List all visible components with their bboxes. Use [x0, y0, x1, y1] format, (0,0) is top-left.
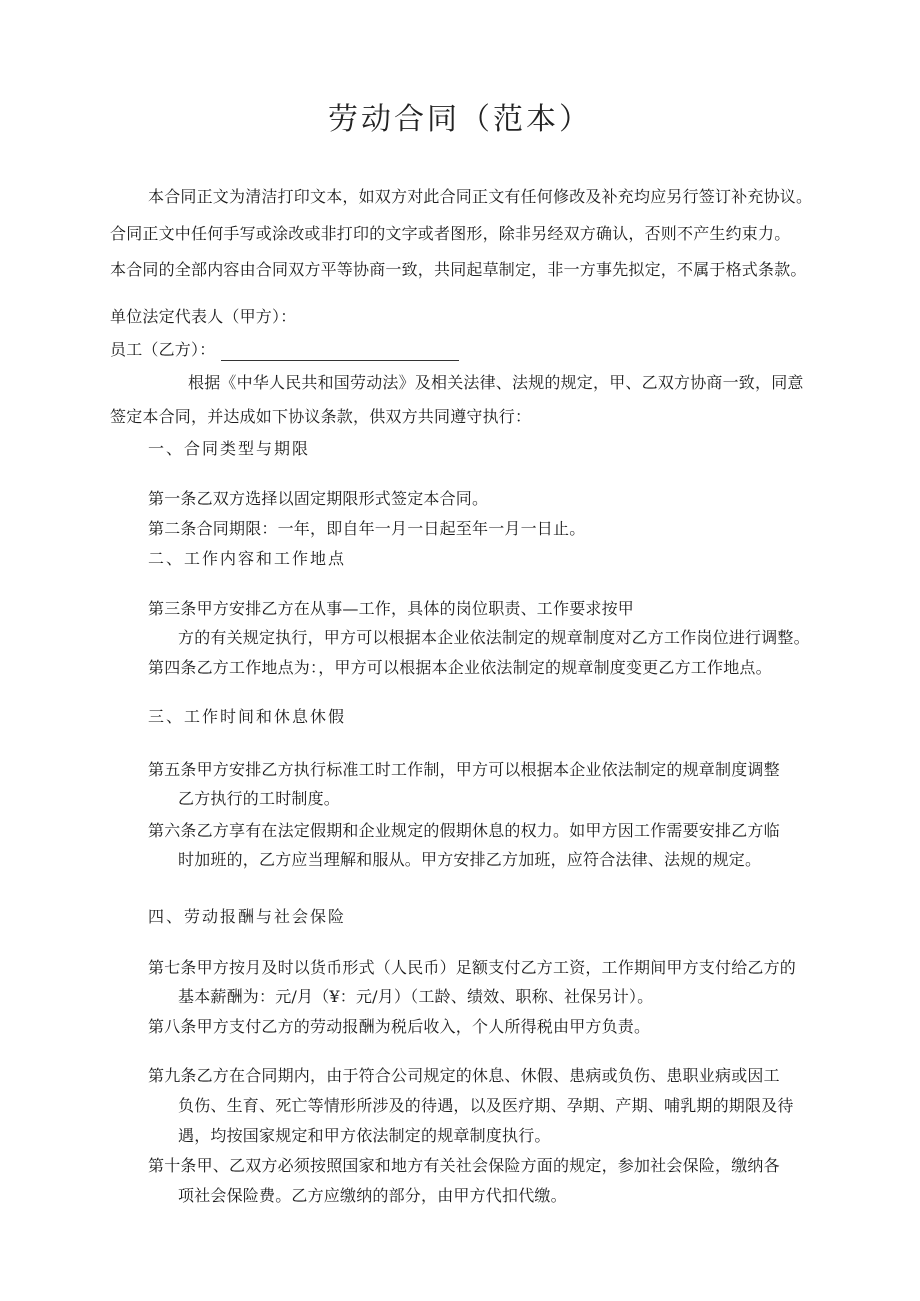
article-9-line-3: 遇，均按国家规定和甲方依法制定的规章制度执行。 [178, 1126, 551, 1145]
article-9-line-1: 第九条乙方在合同期内，由于符合公司规定的休息、休假、患病或负伤、患职业病或因工 [148, 1066, 780, 1085]
article-1: 第一条乙双方选择以固定期限形式签定本合同。 [148, 489, 489, 508]
intro-line-2: 合同正文中任何手写或涂改或非打印的文字或者图形，除非另经双方确认，否则不产生约束力。 [110, 224, 791, 243]
party-b-label: 员工（乙方）： [110, 340, 216, 359]
article-2: 第二条合同期限：一年，即自年一月一日起至年一月一日止。 [148, 519, 586, 538]
article-4: 第四条乙方工作地点为：，甲方可以根据本企业依法制定的规章制度变更乙方工作地点。 [148, 658, 772, 677]
article-7-line-2: 基本薪酬为：元/月（¥：元/月）（工龄、绩效、职称、社保另计）。 [178, 987, 654, 1006]
article-3-line-1: 第三条甲方安排乙方在从事—工作，具体的岗位职责、工作要求按甲 [148, 599, 635, 618]
intro-line-3: 本合同的全部内容由合同双方平等协商一致，共同起草制定，非一方事先拟定，不属于格式条款。 [110, 260, 807, 279]
article-6-line-1: 第六条乙方享有在法定假期和企业规定的假期休息的权力。如甲方因工作需要安排乙方临 [148, 821, 780, 840]
preamble-line-1: 根据《中华人民共和国劳动法》及相关法律、法规的规定，甲、乙双方协商一致，同意 [188, 373, 804, 392]
article-10-line-2: 项社会保险费。乙方应缴纳的部分，由甲方代扣代缴。 [178, 1186, 567, 1205]
section-2-heading: 二、工作内容和工作地点 [148, 549, 347, 568]
section-4-heading: 四、劳动报酬与社会保险 [148, 907, 347, 926]
article-7-line-1: 第七条甲方按月及时以货币形式（人民币）足额支付乙方工资，工作期间甲方支付给乙方的 [148, 958, 797, 977]
party-b-blank-line [221, 344, 459, 361]
article-9-line-2: 负伤、生育、死亡等情形所涉及的待遇，以及医疗期、孕期、产期、哺乳期的期限及待 [178, 1096, 794, 1115]
article-3-line-2: 方的有关规定执行，甲方可以根据本企业依法制定的规章制度对乙方工作岗位进行调整。 [178, 628, 810, 647]
document-title: 劳动合同（范本） [328, 102, 592, 137]
preamble-line-2: 签定本合同，并达成如下协议条款，供双方共同遵守执行： [110, 407, 532, 426]
section-3-heading: 三、工作时间和休息休假 [148, 707, 347, 726]
article-8: 第八条甲方支付乙方的劳动报酬为税后收入，个人所得税由甲方负责。 [148, 1017, 651, 1036]
article-5-line-1: 第五条甲方安排乙方执行标准工时工作制，甲方可以根据本企业依法制定的规章制度调整 [148, 760, 780, 779]
article-10-line-1: 第十条甲、乙双方必须按照国家和地方有关社会保险方面的规定，参加社会保险，缴纳各 [148, 1156, 780, 1175]
section-1-heading: 一、合同类型与期限 [148, 439, 311, 458]
party-a-label: 单位法定代表人（甲方）： [110, 307, 297, 326]
article-6-line-2: 时加班的，乙方应当理解和服从。甲方安排乙方加班，应符合法律、法规的规定。 [178, 850, 762, 869]
article-5-line-2: 乙方执行的工时制度。 [178, 789, 341, 808]
party-b-row [110, 339, 459, 361]
intro-line-1: 本合同正文为清洁打印文本，如双方对此合同正文有任何修改及补充均应另行签订补充协议。 [148, 187, 813, 206]
